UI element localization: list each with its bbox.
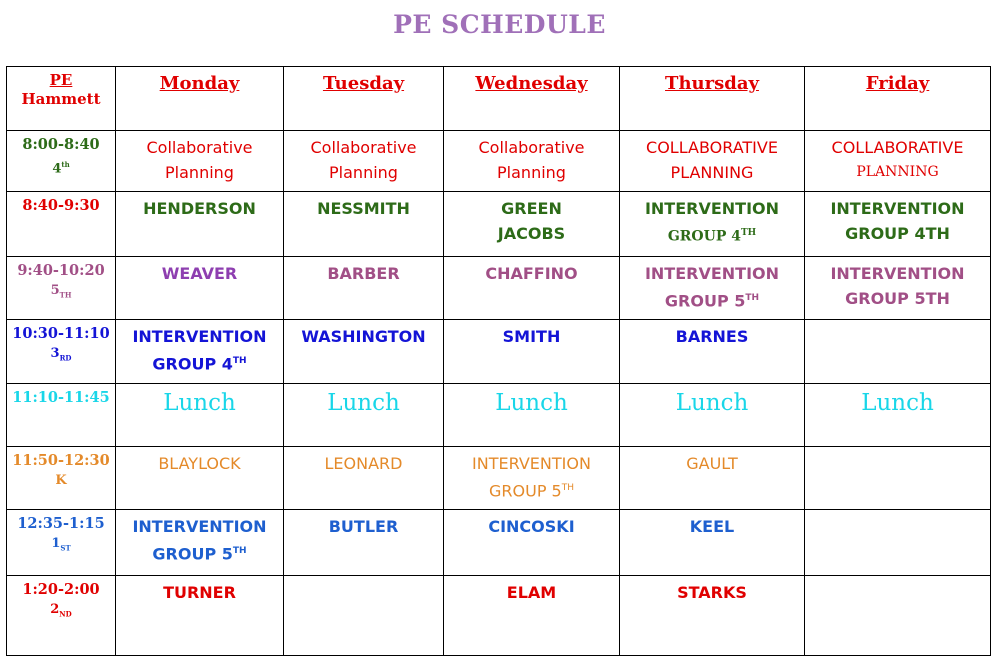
schedule-cell: BARBER [284,257,444,320]
table-row [7,192,991,257]
time-slot: 8:40-9:30 [7,192,116,257]
day-header-tuesday: Tuesday [284,67,444,131]
time-slot: 12:35-1:15 $1_{ST}$ [7,510,116,576]
schedule-cell: SMITH [444,320,620,384]
schedule-cell: STARKS [620,576,805,656]
corner-line1: PE [49,71,73,89]
table-row [7,131,991,192]
schedule-table [6,66,991,656]
schedule-cell: Lunch [805,384,991,447]
schedule-cell: INTERVENTION GROUP 4TH [805,192,991,257]
time-slot: 10:30-11:10 $3_{RD}$ [7,320,116,384]
schedule-cell [805,320,991,384]
schedule-cell: ELAM [444,576,620,656]
schedule-cell: INTERVENTION GROUP 4TH [116,320,284,384]
schedule-cell: Lunch [620,384,805,447]
schedule-cell: COLLABORATIVE PLANNING [805,131,991,192]
table-row [7,320,991,384]
schedule-cell: Collaborative Planning [444,131,620,192]
time-slot: 11:50-12:30 K [7,447,116,510]
table-row [7,447,991,510]
day-header-monday: Monday [116,67,284,131]
schedule-cell: CHAFFINO [444,257,620,320]
schedule-cell: KEEL [620,510,805,576]
time-slot: 9:40-10:20 $5_{TH}$ [7,257,116,320]
table-row [7,576,991,656]
schedule-cell: BLAYLOCK [116,447,284,510]
schedule-cell: Lunch [116,384,284,447]
schedule-cell: Lunch [284,384,444,447]
schedule-cell [284,576,444,656]
day-header-wednesday: Wednesday [444,67,620,131]
schedule-cell: CINCOSKI [444,510,620,576]
schedule-cell: INTERVENTION GROUP 5TH [620,257,805,320]
schedule-cell: BARNES [620,320,805,384]
corner-line2: Hammett [21,90,101,108]
table-row [7,510,991,576]
schedule-cell: COLLABORATIVE PLANNING [620,131,805,192]
schedule-cell: WEAVER [116,257,284,320]
schedule-cell: Collaborative Planning [116,131,284,192]
schedule-cell: NESSMITH [284,192,444,257]
schedule-cell: GAULT [620,447,805,510]
schedule-cell: HENDERSON [116,192,284,257]
schedule-cell [805,447,991,510]
schedule-cell: INTERVENTION GROUP 5TH [444,447,620,510]
schedule-cell: BUTLER [284,510,444,576]
corner-header [7,67,116,131]
schedule-cell: WASHINGTON [284,320,444,384]
day-header-thursday: Thursday [620,67,805,131]
schedule-cell [805,576,991,656]
schedule-cell: GREEN JACOBS [444,192,620,257]
table-row [7,257,991,320]
schedule-cell: Collaborative Planning [284,131,444,192]
schedule-cell: INTERVENTION GROUP 5TH [805,257,991,320]
day-header-friday: Friday [805,67,991,131]
schedule-cell: LEONARD [284,447,444,510]
schedule-cell: Lunch [444,384,620,447]
header-row [7,67,991,131]
page-title: PE SCHEDULE [393,10,606,39]
schedule-cell: TURNER [116,576,284,656]
time-slot: 8:00-8:40 4th [7,131,116,192]
table-row [7,384,991,447]
time-slot: 1:20-2:00 $2_{ND}$ [7,576,116,656]
schedule-cell: INTERVENTION GROUP 5TH [116,510,284,576]
schedule-cell: INTERVENTION GROUP 4TH [620,192,805,257]
time-slot: 11:10-11:45 [7,384,116,447]
schedule-cell [805,510,991,576]
